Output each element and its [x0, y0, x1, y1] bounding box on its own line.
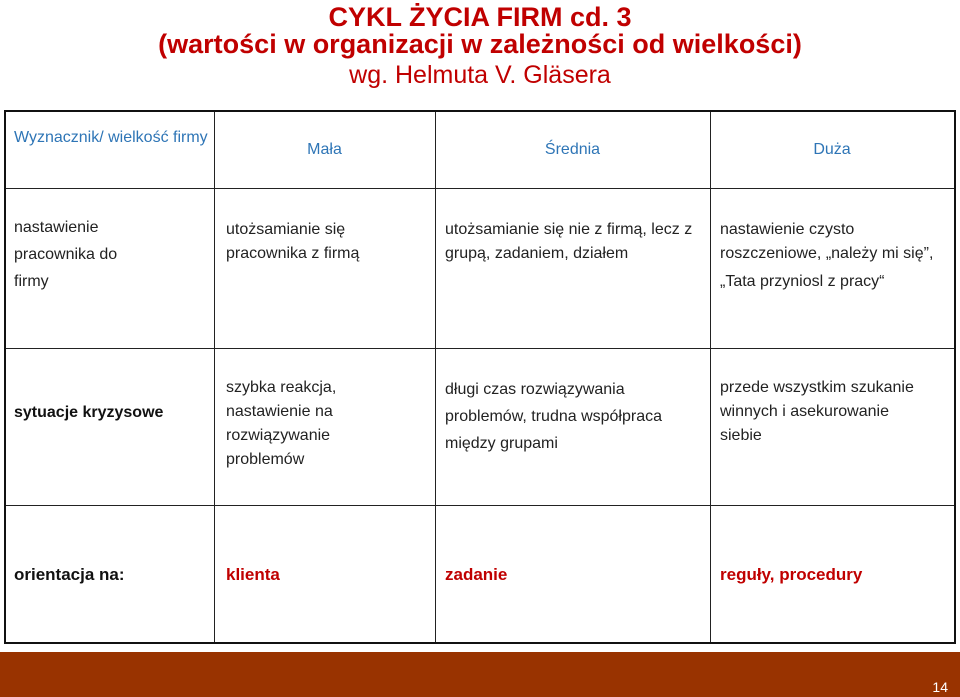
cell-large-line-2: „Tata przyniosl z pracy“ [720, 273, 885, 290]
cell-medium: długi czas rozwiązywania problemów, trudna współpraca między grupami [445, 381, 663, 452]
header-medium: Średnia [544, 141, 601, 158]
page-number: 14 [932, 679, 948, 695]
title-line-2: (wartości w organizacji w zależności od wielkości) [158, 29, 802, 59]
column-divider [435, 112, 436, 642]
cell-large [720, 218, 952, 294]
row-divider [6, 505, 954, 506]
column-divider [710, 112, 711, 642]
footer-bar [0, 652, 960, 697]
header-small: Mała [307, 141, 342, 158]
row-label: sytuacje kryzysowe [14, 404, 164, 421]
cell-small: klienta [226, 565, 280, 584]
cell-medium: utożsamianie się nie z firmą, lecz z grupą, zadaniem, działem [445, 221, 693, 262]
cell-small: szybka reakcja, nastawienie na rozwiązywanie problemów [226, 379, 337, 468]
title-line-3: wg. Helmuta V. Gläsera [349, 61, 611, 89]
values-table [4, 110, 956, 644]
header-large: Duża [813, 141, 851, 158]
row-label: nastawienie pracownika do firmy [14, 219, 118, 290]
header-criterion: Wyznacznik/ wielkość firmy [14, 129, 208, 146]
cell-large: reguły, procedury [720, 565, 863, 584]
cell-large-line-1: nastawienie czysto roszczeniowe, „należy mi się”, [720, 221, 934, 262]
row-divider [6, 188, 954, 189]
cell-medium: zadanie [445, 565, 508, 584]
row-divider [6, 348, 954, 349]
cell-small: utożsamianie się pracownika z firmą [226, 221, 360, 262]
column-divider [214, 112, 215, 642]
title-line-1: CYKL ŻYCIA FIRM cd. 3 [328, 2, 632, 32]
row-label: orientacja na: [14, 565, 125, 584]
cell-large: przede wszystkim szukanie winnych i asekurowanie siebie [720, 379, 914, 444]
